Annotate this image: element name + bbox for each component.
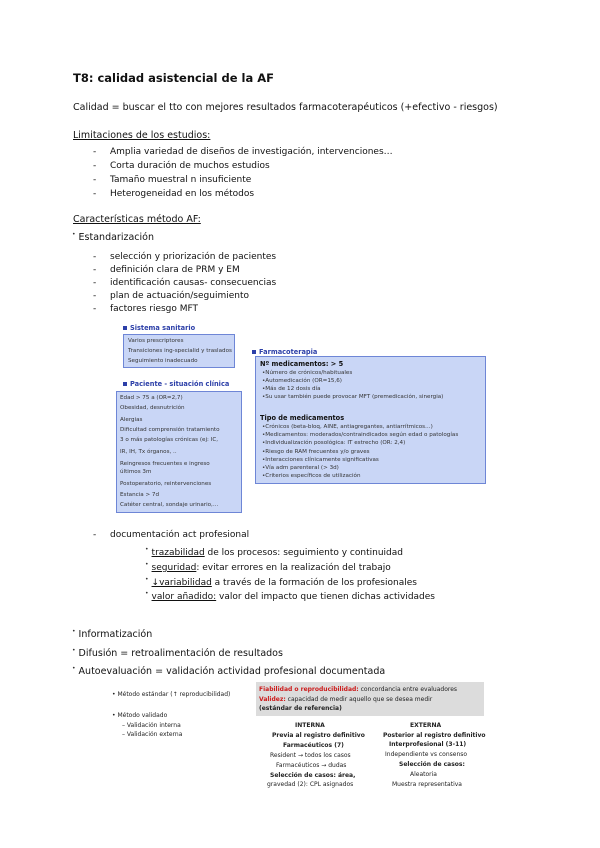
valor-anadido-point: • valor añadido: valor del impacto que tienen dichas actividades (145, 590, 435, 602)
estandarizacion-point: • Estandarización (72, 231, 154, 244)
limitaciones-heading: Limitaciones de los estudios: (73, 130, 211, 141)
bullet-square-icon (123, 326, 127, 330)
farmacoterapia-title: Farmacoterapia (252, 348, 317, 356)
list-item: definición clara de PRM y EM (110, 265, 240, 275)
sistema-sanitario-title: Sistema sanitario (123, 324, 195, 332)
paciente-panel: Edad > 75 a (OR=2,7) Obesidad, desnutrición Alergias Dificultad comprensión tratamiento 3 o más patologías crónicas (ej: IC, IR, IH, Tx órganos, .. Reingresos frecuentes e ingreso últimos 3m Postoperatorio, reintervenciones Estancia > 7d Catéter central, sondaje urinario,… (116, 391, 242, 513)
list-item: Corta duración de muchos estudios (110, 161, 270, 171)
informatizacion-point: • Informatización (72, 628, 153, 641)
definitions-box: Fiabilidad o reproducibilidad: concordancia entre evaluadores Validez: capacidad de medir aquello que se desea medir (estándar de referencia) (256, 682, 484, 716)
page-title: T8: calidad asistencial de la AF (73, 71, 274, 85)
list-item: selección y priorización de pacientes (110, 252, 277, 262)
list-item: plan de actuación/seguimiento (110, 291, 249, 301)
externa-heading: EXTERNA (410, 722, 442, 729)
paciente-title: Paciente - situación clínica (123, 380, 229, 388)
sistema-sanitario-panel: Varios prescriptores Transiciones ing-specialid y traslados Seguimiento inadecuado (123, 334, 235, 368)
list-item: factores riesgo MFT (110, 304, 199, 314)
difusion-point: • Difusión = retroalimentación de resultados (72, 647, 283, 660)
bullet-square-icon (123, 382, 127, 386)
calidad-definition: Calidad = buscar el tto con mejores resultados farmacoterapéuticos (+efectivo - riesgos) (73, 102, 498, 113)
documentacion-item: documentación act profesional (110, 530, 250, 540)
trazabilidad-point: • trazabilidad de los procesos: seguimiento y continuidad (145, 546, 403, 558)
bullet-square-icon (252, 350, 256, 354)
caracteristicas-heading: Características método AF: (73, 214, 201, 225)
list-item: identificación causas- consecuencias (110, 278, 277, 288)
farmacoterapia-panel: Nº medicamentos: > 5 •Número de crónicos/habituales •Automedicación (OR=15,6) •Más de 12 dosis día •Su usar también puede provocar MFT (premedicación, sinergia) Tipo de medicamentos •Crónicos (beta-bloq, AINE, antiagregantes, antiarrítmicos…) •Medicamentos: moderados/contraindicados según edad o patologías •Individualización posológica: IT estrecho (OR: 2,4) •Riesgo de RAM frecuentes y/o graves •Interacciones clínicamente significativas •Vía adm parenteral (> 3d) •Criterios específicos de utilización (255, 356, 486, 484)
seguridad-point: • seguridad: evitar errores en la realización del trabajo (145, 561, 391, 573)
list-item: Tamaño muestral n insuficiente (110, 175, 252, 185)
list-item: Heterogeneidad en los métodos (110, 189, 255, 199)
autoevaluacion-point: • Autoevaluación = validación actividad profesional documentada (72, 665, 386, 678)
variabilidad-point: • ↓variabilidad a través de la formación de los profesionales (145, 576, 417, 588)
interna-heading: INTERNA (295, 722, 325, 729)
list-item: Amplia variedad de diseños de investigación, intervenciones… (110, 147, 393, 157)
